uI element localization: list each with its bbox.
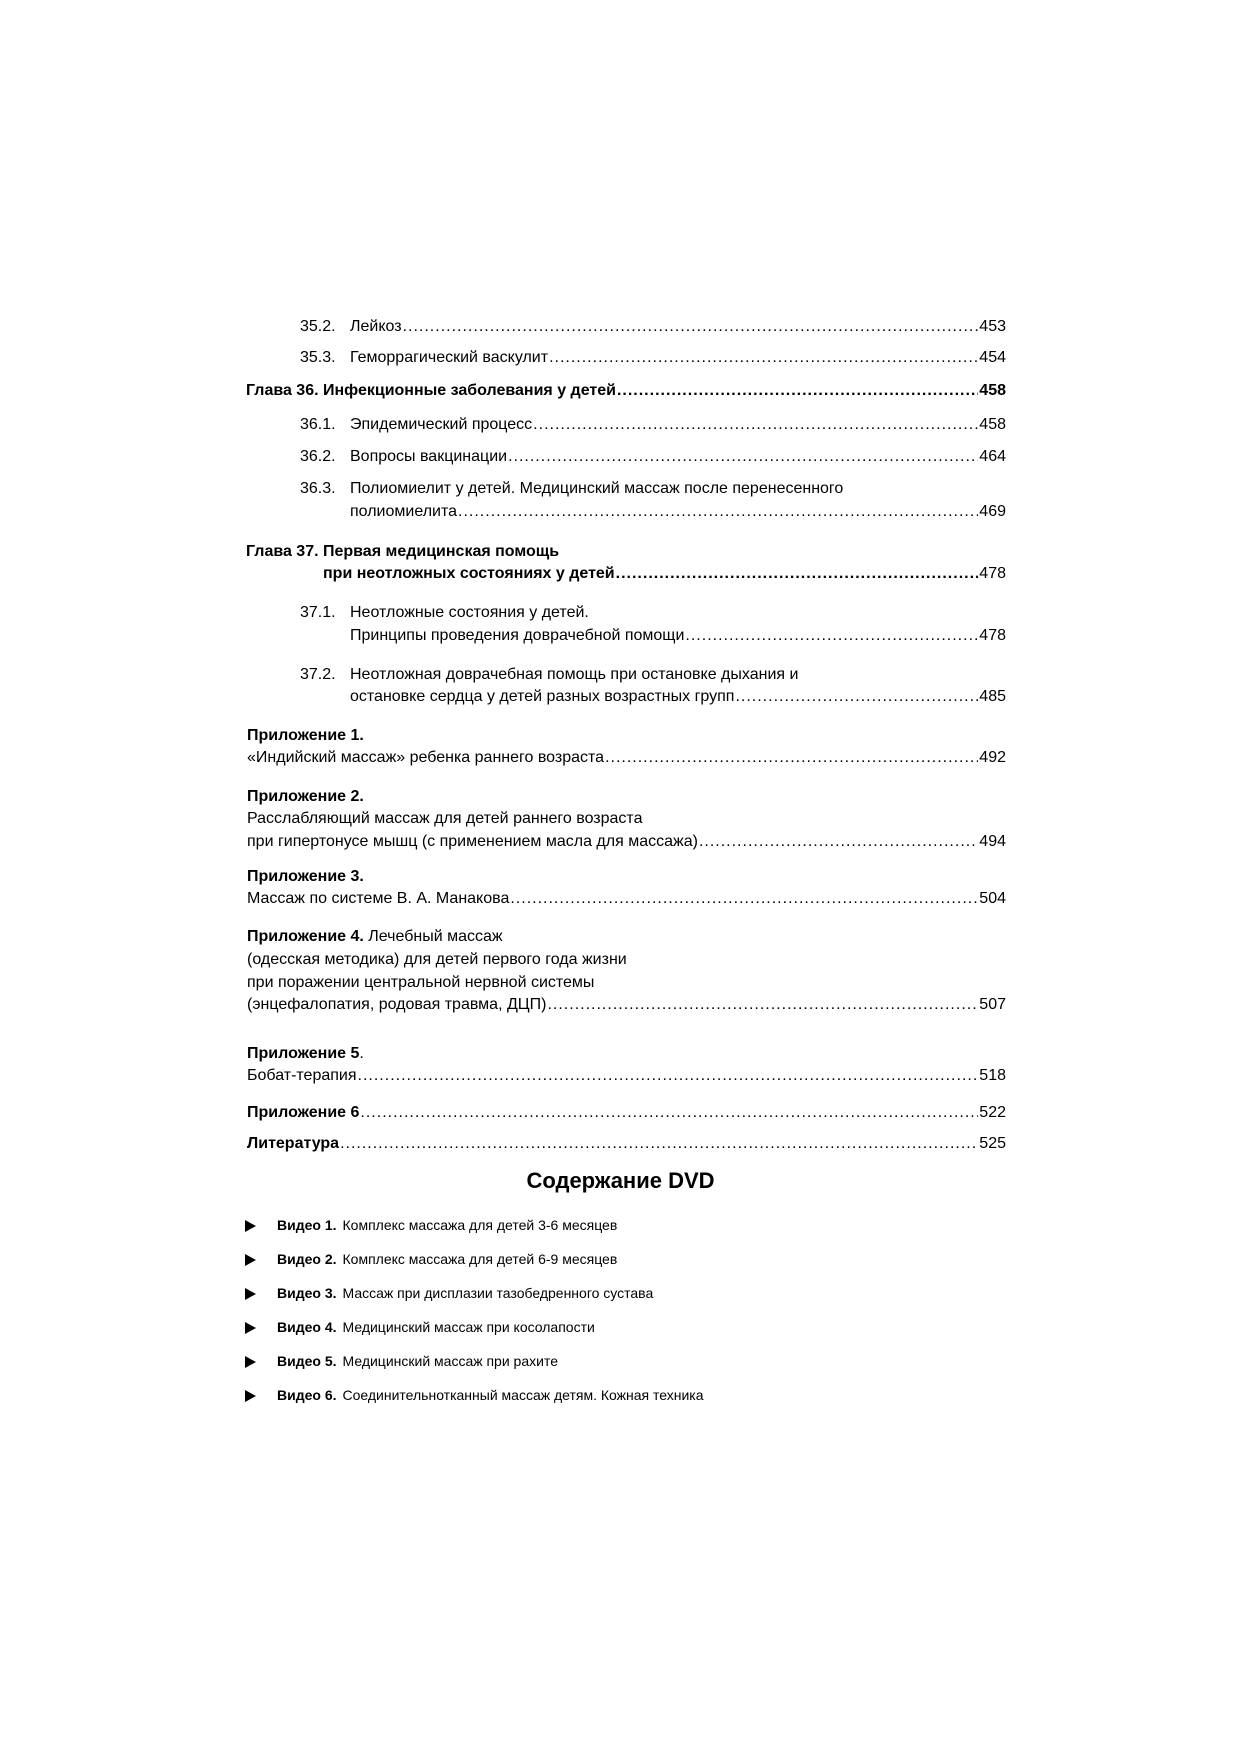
appendix-3-title: Массаж по системе В. А. Манакова: [247, 890, 510, 907]
toc-entry-text-row: [350, 686, 1006, 708]
toc-entry-page: 478: [979, 565, 1006, 582]
chapter-title-line1: Первая медицинская помощь: [323, 543, 560, 560]
appendix-4-line2: (одесская методика) для детей первого года жизни: [247, 951, 627, 968]
appendix-line: [0, 808, 1241, 830]
video-label: Видео 4.: [277, 1319, 337, 1335]
toc-entry-title: полиомиелита: [350, 503, 458, 520]
appendix-6-page: 522: [979, 1104, 1006, 1121]
play-triangle-icon: [245, 1254, 256, 1266]
play-triangle-icon: [245, 1322, 256, 1334]
video-label: Видео 5.: [277, 1353, 337, 1369]
video-title: Комплекс массажа для детей 3-6 месяцев: [342, 1217, 618, 1233]
leader-dots: [685, 625, 978, 647]
toc-entry-continuation[interactable]: [0, 501, 1241, 523]
appendix-3-heading: Приложение 3.: [247, 868, 364, 885]
leader-dots: [358, 1065, 979, 1087]
toc-entry-text-row: [350, 347, 1006, 369]
toc-entry-text-row: [350, 446, 1006, 468]
toc-entry-continuation[interactable]: [0, 625, 1241, 647]
toc-entry[interactable]: [0, 664, 1241, 686]
appendix-2-line1: Расслабляющий массаж для детей раннего возраста: [247, 810, 643, 827]
appendix-entry[interactable]: [0, 888, 1241, 910]
appendix-heading[interactable]: [0, 725, 1241, 747]
appendix-2-heading: Приложение 2.: [247, 788, 364, 805]
literature-entry[interactable]: [0, 1133, 1241, 1155]
toc-entry-continuation[interactable]: [0, 686, 1241, 708]
chapter-number: Глава 37.: [246, 543, 319, 560]
toc-entry-title: Вопросы вакцинации: [350, 448, 508, 465]
appendix-1-heading: Приложение 1.: [247, 727, 364, 744]
video-title: Комплекс массажа для детей 6-9 месяцев: [342, 1251, 618, 1267]
toc-entry-title-line1: Неотложные состояния у детей.: [350, 604, 589, 621]
appendix-1-page: 492: [979, 749, 1006, 766]
toc-chapter[interactable]: [0, 380, 1241, 402]
dvd-video-item[interactable]: [245, 1283, 653, 1303]
toc-entry-title: Лейкоз: [350, 318, 402, 335]
toc-entry-number: 36.1.: [300, 416, 336, 433]
leader-dots: [403, 316, 979, 338]
video-label: Видео 6.: [277, 1387, 337, 1403]
toc-entry-number: 37.1.: [300, 604, 336, 621]
appendix-5-title: Бобат-терапия: [247, 1067, 357, 1084]
leader-dots: [340, 1133, 978, 1155]
appendix-6-heading: Приложение 6: [247, 1104, 360, 1121]
toc-entry-title: Геморрагический васкулит: [350, 349, 549, 366]
leader-dots: [510, 888, 978, 910]
toc-entry[interactable]: [0, 347, 1241, 369]
play-triangle-icon: [245, 1390, 256, 1402]
leader-dots: [616, 563, 979, 585]
leader-dots: [699, 831, 978, 853]
appendix-heading[interactable]: [0, 1043, 1241, 1065]
appendix-5-heading-dot: .: [359, 1045, 364, 1062]
appendix-entry[interactable]: [0, 747, 1241, 769]
toc-entry-title-line1: Неотложная доврачебная помощь при остановке дыхания и: [350, 666, 799, 683]
toc-entry-page: 464: [979, 448, 1006, 465]
appendix-3-page: 504: [979, 890, 1006, 907]
dvd-video-item[interactable]: [245, 1385, 704, 1405]
appendix-entry[interactable]: [0, 994, 1241, 1016]
toc-entry-page: 458: [979, 382, 1006, 399]
toc-entry-page: 454: [979, 349, 1006, 366]
toc-entry-text-row: [350, 501, 1006, 523]
toc-entry-text-row: [247, 888, 1006, 910]
appendix-1-title: «Индийский массаж» ребенка раннего возраста: [247, 749, 605, 766]
toc-entry-text-row: [350, 316, 1006, 338]
leader-dots: [605, 747, 978, 769]
appendix-4-title: (энцефалопатия, родовая травма, ДЦП): [247, 996, 547, 1013]
appendix-heading[interactable]: [0, 866, 1241, 888]
toc-entry[interactable]: [0, 414, 1241, 436]
toc-chapter[interactable]: [0, 541, 1241, 563]
play-triangle-icon: [245, 1220, 256, 1232]
appendix-2-page: 494: [979, 833, 1006, 850]
dvd-section-title: Содержание DVD: [526, 1168, 715, 1193]
appendix-4-line3: при поражении центральной нервной системы: [247, 974, 595, 991]
leader-dots: [617, 380, 978, 402]
dvd-video-item[interactable]: [245, 1215, 617, 1235]
leader-dots: [360, 1102, 978, 1124]
toc-entry-text-row: [323, 563, 1006, 585]
play-triangle-icon: [245, 1288, 256, 1300]
toc-entry-number: 35.2.: [300, 318, 336, 335]
appendix-5-heading-row: [247, 1043, 364, 1065]
toc-entry[interactable]: [0, 602, 1241, 624]
dvd-video-item[interactable]: [245, 1317, 595, 1337]
leader-dots: [458, 501, 978, 523]
chapter-title: Инфекционные заболевания у детей: [323, 382, 616, 399]
appendix-4-page: 507: [979, 996, 1006, 1013]
dvd-video-item[interactable]: [245, 1249, 617, 1269]
appendix-5-page: 518: [979, 1067, 1006, 1084]
toc-entry[interactable]: [0, 478, 1241, 500]
toc-entry-number: 36.3.: [300, 480, 336, 497]
toc-entry-page: 453: [979, 318, 1006, 335]
appendix-entry[interactable]: [0, 831, 1241, 853]
toc-entry-page: 485: [979, 688, 1006, 705]
leader-dots: [533, 414, 978, 436]
toc-entry-title-line1: Полиомиелит у детей. Медицинский массаж после перенесенного: [350, 480, 844, 497]
toc-entry-page: 469: [979, 503, 1006, 520]
leader-dots: [735, 686, 978, 708]
toc-entry-number: 36.2.: [300, 448, 336, 465]
toc-entry-text-row: [247, 1133, 1006, 1155]
appendix-4-heading: Приложение 4.: [247, 928, 364, 945]
video-title: Массаж при дисплазии тазобедренного сустава: [342, 1285, 654, 1301]
appendix-line: [0, 972, 1241, 994]
literature-page: 525: [979, 1135, 1006, 1152]
appendix-entry[interactable]: [0, 1102, 1241, 1124]
toc-entry-page: 458: [979, 416, 1006, 433]
toc-entry-page: 478: [979, 627, 1006, 644]
toc-entry-number: 35.3.: [300, 349, 336, 366]
toc-entry-text-row: [350, 414, 1006, 436]
chapter-title: при неотложных состояниях у детей: [323, 565, 615, 582]
appendix-entry[interactable]: [0, 1065, 1241, 1087]
appendix-line: [0, 949, 1241, 971]
leader-dots: [508, 446, 978, 468]
video-title: Соединительнотканный массаж детям. Кожная техника: [342, 1387, 704, 1403]
toc-entry-title: Принципы проведения доврачебной помощи: [350, 627, 685, 644]
toc-entry-text-row: [247, 1102, 1006, 1124]
appendix-heading[interactable]: [0, 786, 1241, 808]
appendix-heading[interactable]: [0, 926, 1241, 948]
video-label: Видео 3.: [277, 1285, 337, 1301]
appendix-2-title: при гипертонусе мышц (с применением масла для массажа): [247, 833, 698, 850]
video-label: Видео 2.: [277, 1251, 337, 1267]
appendix-4-heading-rest: Лечебный массаж: [363, 928, 503, 945]
toc-entry-text-row: [247, 831, 1006, 853]
dvd-video-item[interactable]: [245, 1351, 558, 1371]
video-title: Медицинский массаж при рахите: [342, 1353, 558, 1369]
toc-chapter-continuation[interactable]: [0, 563, 1241, 585]
toc-entry-title: Эпидемический процесс: [350, 416, 533, 433]
toc-entry[interactable]: [0, 316, 1241, 338]
toc-entry-text-row: [323, 380, 1006, 402]
appendix-5-heading: Приложение 5: [247, 1045, 360, 1062]
leader-dots: [547, 994, 978, 1016]
video-title: Медицинский массаж при косолапости: [342, 1319, 595, 1335]
literature-heading: Литература: [247, 1135, 340, 1152]
toc-entry[interactable]: [0, 446, 1241, 468]
appendix-4-heading-row: [247, 926, 503, 948]
video-label: Видео 1.: [277, 1217, 337, 1233]
toc-entry-text-row: [247, 1065, 1006, 1087]
toc-entry-text-row: [350, 625, 1006, 647]
chapter-number: Глава 36.: [246, 382, 319, 399]
toc-entry-number: 37.2.: [300, 666, 336, 683]
toc-entry-text-row: [247, 994, 1006, 1016]
play-triangle-icon: [245, 1356, 256, 1368]
toc-entry-text-row: [247, 747, 1006, 769]
leader-dots: [549, 347, 978, 369]
toc-entry-title: остановке сердца у детей разных возрастных групп: [350, 688, 735, 705]
